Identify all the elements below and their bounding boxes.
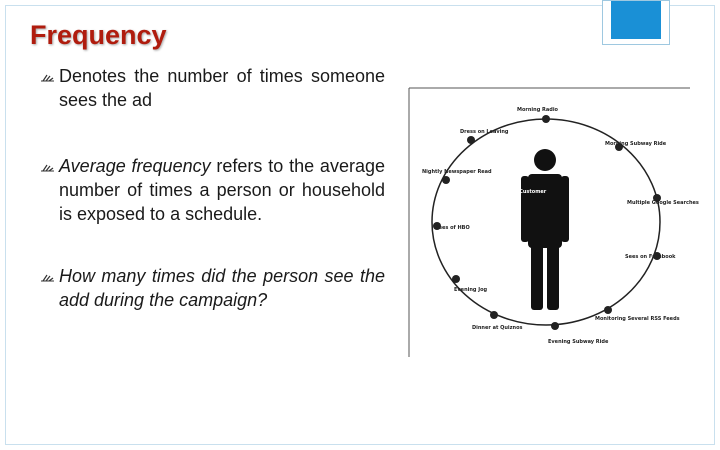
bullet-text: [59, 154, 385, 226]
touchpoint-label: Evening Subway Ride: [548, 339, 609, 345]
touchpoint-label: Sees of HBO: [435, 225, 470, 231]
touchpoint-label: Multiple Google Searches: [627, 200, 699, 206]
corner-decoration: [602, 0, 670, 45]
touchpoint-dot: [604, 306, 612, 314]
bullet-item: [40, 64, 385, 112]
bullet-body: refers to the average number of times a person or household is exposed to a schedule.: [59, 156, 385, 224]
touchpoint-label: Morning Subway Ride: [605, 141, 667, 147]
bullet-emphasis: Average frequency: [59, 156, 211, 176]
bullet-marker-icon: [40, 72, 55, 82]
touchpoint-dot: [467, 136, 475, 144]
touchpoint-dot: [442, 176, 450, 184]
slide-title: Frequency: [30, 20, 167, 50]
bullet-item: [40, 264, 385, 312]
touchpoint-dot: [452, 275, 460, 283]
touchpoint-label: Evening Jog: [454, 287, 488, 293]
center-label: Typical Customer: [498, 189, 547, 195]
touchpoint-dot: [542, 115, 550, 123]
bullet-text: How many times did the person see the add during the campaign?: [59, 266, 385, 310]
bullet-text: Denotes the number of times someone sees the ad: [59, 66, 385, 110]
touchpoint-label: Morning Radio: [517, 107, 558, 113]
bullet-marker-icon: [40, 162, 55, 172]
bullet-list: [40, 64, 385, 342]
touchpoint-label: Dress on Leaving: [460, 129, 509, 135]
customer-touchpoint-figure: [407, 86, 699, 357]
touchpoint-dot: [551, 322, 559, 330]
touchpoint-label: Nightly Newspaper Read: [422, 169, 492, 175]
bullet-item: [40, 154, 385, 226]
touchpoint-label: Sees on Facebook: [625, 254, 676, 260]
touchpoint-dot: [490, 311, 498, 319]
person-silhouette-icon: [521, 149, 569, 310]
touchpoint-label: Dinner at Quiznos: [472, 325, 523, 331]
bullet-marker-icon: [40, 272, 55, 282]
touchpoint-label: Monitoring Several RSS Feeds: [595, 316, 680, 322]
